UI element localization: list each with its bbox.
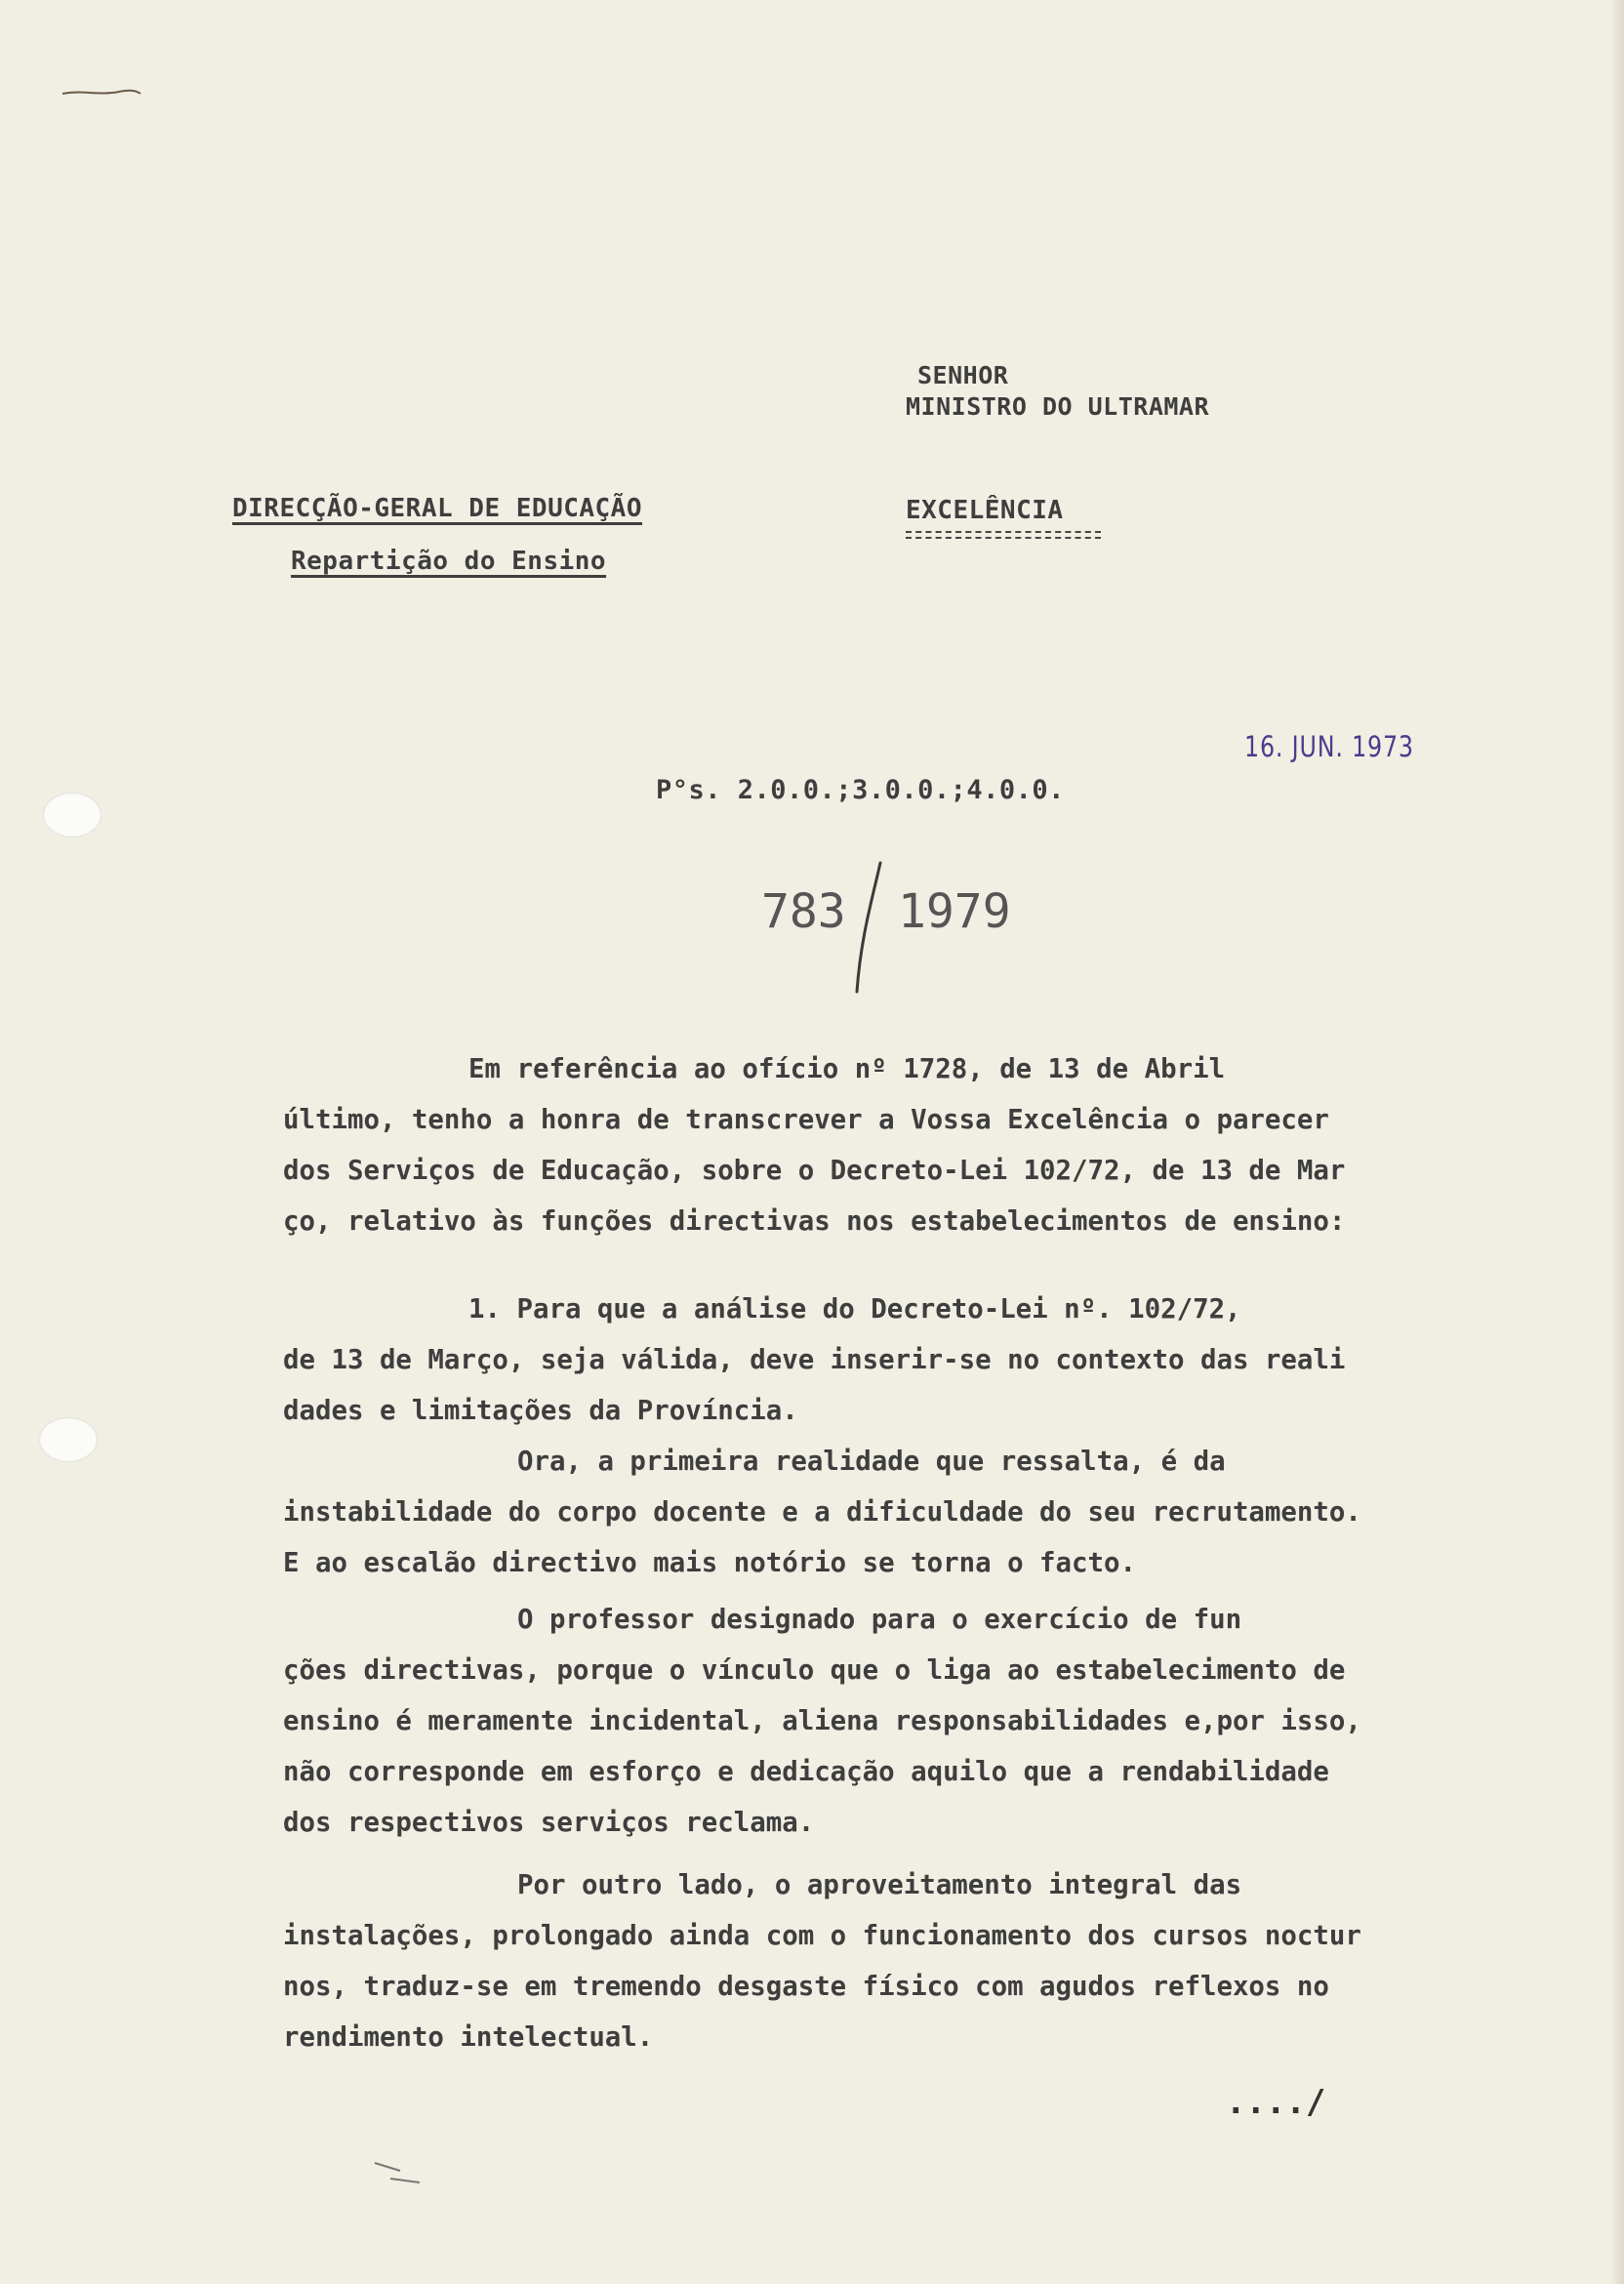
paragraph-line: Em referência ao ofício nº 1728, de 13 de Abril: [468, 1054, 1226, 1084]
registration-year: 1979: [898, 884, 1011, 939]
registration-number: 783: [761, 884, 846, 939]
paragraph-line: ções directivas, porque o vínculo que o liga ao estabelecimento de: [283, 1655, 1346, 1686]
paragraph-5: [283, 1860, 1601, 2063]
paragraph-line: Por outro lado, o aproveitamento integral das: [517, 1870, 1242, 1900]
registration-slash: [847, 859, 886, 996]
paragraph-line: Ora, a primeira realidade que ressalta, é da: [517, 1447, 1226, 1477]
addressee-line-2: MINISTRO DO ULTRAMAR: [906, 392, 1210, 421]
paragraph-line: O professor designado para o exercício de fun: [517, 1605, 1242, 1635]
paragraph-line: último, tenho a honra de transcrever a Vossa Excelência o parecer: [283, 1105, 1329, 1135]
continuation-mark: ..../: [1226, 2083, 1326, 2122]
paragraph-line: 1. Para que a análise do Decreto-Lei nº. 102/72,: [468, 1294, 1241, 1325]
salutation-double-underline: [906, 531, 1101, 539]
paragraph-line: nos, traduz-se em tremendo desgaste físico com agudos reflexos no: [283, 1972, 1329, 2002]
paragraph-line: E ao escalão directivo mais notório se torna o facto.: [283, 1548, 1136, 1578]
section-name: Repartição do Ensino: [291, 547, 607, 576]
paragraph-line: de 13 de Março, seja válida, deve inserir-se no contexto das reali: [283, 1345, 1346, 1375]
salutation: EXCELÊNCIA: [906, 496, 1064, 525]
paragraph-2: [283, 1285, 1601, 1437]
paragraph-line: ensino é meramente incidental, aliena responsabilidades e,por isso,: [283, 1706, 1361, 1736]
paragraph-line: dades e limitações da Província.: [283, 1396, 798, 1426]
paragraph-1: [283, 1044, 1601, 1247]
paragraph-line: rendimento intelectual.: [283, 2022, 654, 2053]
date-stamp: 16. JUN. 1973: [1244, 730, 1414, 763]
process-references: P°s. 2.0.0.;3.0.0.;4.0.0.: [656, 775, 1065, 805]
punch-hole-bottom: [39, 1417, 98, 1462]
department-name: DIRECÇÃO-GERAL DE EDUCAÇÃO: [232, 494, 642, 523]
paragraph-4: [283, 1595, 1601, 1849]
paragraph-line: dos respectivos serviços reclama.: [283, 1808, 815, 1838]
pencil-mark: [61, 86, 142, 100]
paragraph-line: instalações, prolongado ainda com o funcionamento dos cursos noctur: [283, 1921, 1361, 1951]
paragraph-3: [283, 1437, 1601, 1589]
addressee-line-1: SENHOR: [917, 361, 1009, 389]
stray-mark-bottom: [371, 2157, 429, 2186]
paragraph-line: ço, relativo às funções directivas nos estabelecimentos de ensino:: [283, 1206, 1346, 1237]
paragraph-line: dos Serviços de Educação, sobre o Decreto-Lei 102/72, de 13 de Mar: [283, 1156, 1346, 1186]
paragraph-line: não corresponde em esforço e dedicação aquilo que a rendabilidade: [283, 1757, 1329, 1787]
paragraph-line: instabilidade do corpo docente e a dificuldade do seu recrutamento.: [283, 1497, 1361, 1528]
punch-hole-top: [43, 793, 102, 837]
